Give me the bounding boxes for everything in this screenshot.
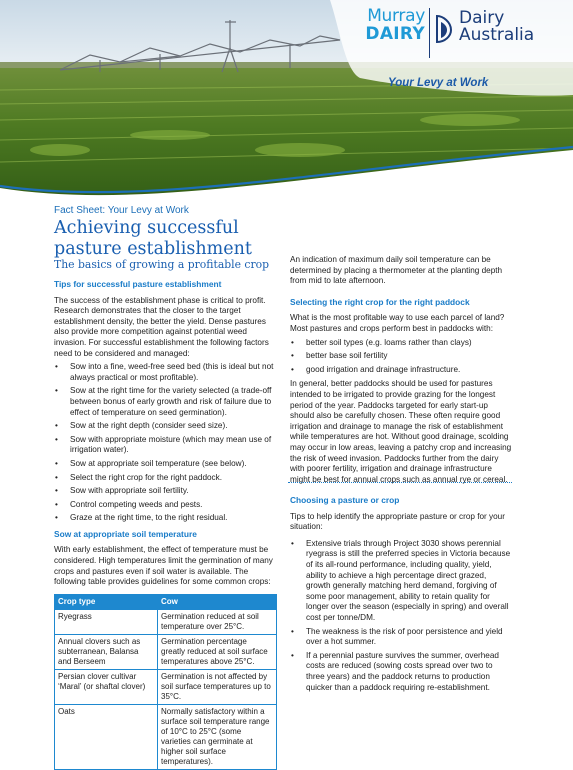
crop-cell: Persian clover cultivar ‘Maral’ (or shaftal clover) [55, 669, 158, 704]
page-subtitle: The basics of growing a profitable crop [54, 258, 270, 271]
soil-temp-heading: Sow at appropriate soil temperature [54, 528, 197, 539]
right-column-lower [290, 495, 512, 697]
tips-intro: The success of the establishment phase is critical to profit. Research demonstrates that the closer to the target establishment density, the better the yield. Dense pastures also provide more competition against potential weed invasion. For successful establishment the following factors need to be considered and managed: [54, 295, 269, 358]
paddock-criteria-list [290, 338, 512, 376]
choose-crop-list [290, 539, 512, 693]
tips-heading: Tips for successful pasture establishment [54, 279, 222, 289]
logo-divider [429, 8, 430, 58]
dairy-australia-logo [435, 10, 534, 44]
list-item: • Sow at the right depth (consider seed size). [54, 421, 280, 432]
note-cell: Germination percentage greatly reduced at soil surface temperatures above 25°C. [158, 634, 277, 669]
table-row [55, 609, 277, 634]
crop-cell: Ryegrass [55, 609, 158, 634]
dairy-australia-mark-icon [435, 12, 455, 44]
note-cell: Germination reduced at soil temperature over 25°C. [158, 609, 277, 634]
crop-cell: Annual clovers such as subterranean, Balansa and Berseem [55, 634, 158, 669]
list-item: • Sow at appropriate soil temperature (see below). [54, 459, 280, 470]
dairy-logo-line2: Australia [459, 25, 535, 45]
dairy-logo-line1: Dairy [459, 8, 505, 28]
table-row [55, 669, 277, 704]
note-cell: Germination is not affected by soil surface temperatures up to 35°C. [158, 669, 277, 704]
murray-logo-line1: Murray [367, 6, 425, 26]
page-title: Achieving successful pasture establishment [54, 218, 252, 259]
list-item: • Extensive trials through Project 3030 shows perennial ryegrass is still the preferred species in Victoria because of its all-round performance, including quality, yield, ability to achieve a high percentage direct grazed, growth generally matching herd demand, forgiving of some poor management, ability to retain quality for longer over the season (especially in spring) and overall cost per tonne/DM. [290, 539, 512, 624]
right-column [290, 255, 512, 488]
column-header: Crop type [55, 594, 158, 609]
choose-crop-intro: Tips to help identify the appropriate pasture or crop for your situation: [290, 511, 505, 532]
list-item: • better base soil fertility [290, 351, 512, 362]
list-item: • The weakness is the risk of poor persistence and yield over a hot summer. [290, 627, 512, 648]
murray-logo-line2: DAIRY [365, 24, 425, 44]
crop-temperature-table [54, 594, 277, 770]
list-item: • Sow with appropriate moisture (which may mean use of irrigation water). [54, 435, 280, 456]
list-item: • Sow into a fine, weed-free seed bed (this is ideal but not always practical or most profitable). [54, 362, 280, 383]
murray-dairy-logo [357, 8, 425, 43]
note-cell: Normally satisfactory within a surface soil temperature range of 10°C to 25°C (some varieties can germinate at higher soil surface temperatures). [158, 704, 277, 769]
select-paddock-intro: What is the most profitable way to use each parcel of land? Most pastures and crops perform best in paddocks with: [290, 313, 505, 333]
list-item: • Sow with appropriate soil fertility. [54, 486, 280, 497]
list-item: • Graze at the right time, to the right residual. [54, 513, 280, 524]
section-divider [288, 482, 512, 483]
choose-crop-heading: Choosing a pasture or crop [290, 495, 400, 505]
thermometer-note: An indication of maximum daily soil temperature can be determined by placing a thermometer at the planting depth from mid to late afternoon. [290, 255, 503, 286]
fact-sheet-kicker: Fact Sheet: Your Levy at Work [54, 205, 189, 216]
list-item: • better soil types (e.g. loams rather than clays) [290, 338, 512, 349]
column-header: Cow [158, 594, 277, 609]
list-item: • Select the right crop for the right paddock. [54, 473, 280, 484]
table-header-row [55, 594, 277, 609]
list-item: • good irrigation and drainage infrastructure. [290, 365, 512, 376]
soil-temp-intro: With early establishment, the effect of temperature must be considered. High temperatures limit the germination of many crops and pastures even if soil water is available. The following table provides guidelines for some common crops: [54, 545, 273, 587]
left-column [54, 279, 280, 770]
table-row [55, 704, 277, 769]
select-paddock-heading: Selecting the right crop for the right paddock [290, 296, 470, 307]
select-paddock-body: In general, better paddocks should be used for pastures intended to be irrigated to provide grazing for the longest period of the year. Paddocks targeted for early start-up should also be carefully chosen. These often require good irrigation and drainage to manage the risk of establishment while temperatures are hot. Without good drainage, scolding may occur in low areas, leaving a patchy crop and increasing the risk of weed invasion. Paddocks further from the dairy with poorer fertility, irrigation and drainage infrastructure might be best for annual crops such as annual rye or cereal. [290, 379, 512, 484]
list-item: • Sow at the right time for the variety selected (a trade-off between bonus of early growth and risk of failure due to effect of temperature on seed germination). [54, 386, 280, 418]
tips-list [54, 362, 280, 524]
table-row [55, 634, 277, 669]
list-item: • If a perennial pasture survives the summer, overhead costs are reduced (sowing costs spread over two to three years) and the paddock returns to production quicker than a paddock requiring re-establishment. [290, 651, 512, 693]
list-item: • Control competing weeds and pests. [54, 500, 280, 511]
levy-tagline: Your Levy at Work [388, 77, 489, 89]
crop-cell: Oats [55, 704, 158, 769]
